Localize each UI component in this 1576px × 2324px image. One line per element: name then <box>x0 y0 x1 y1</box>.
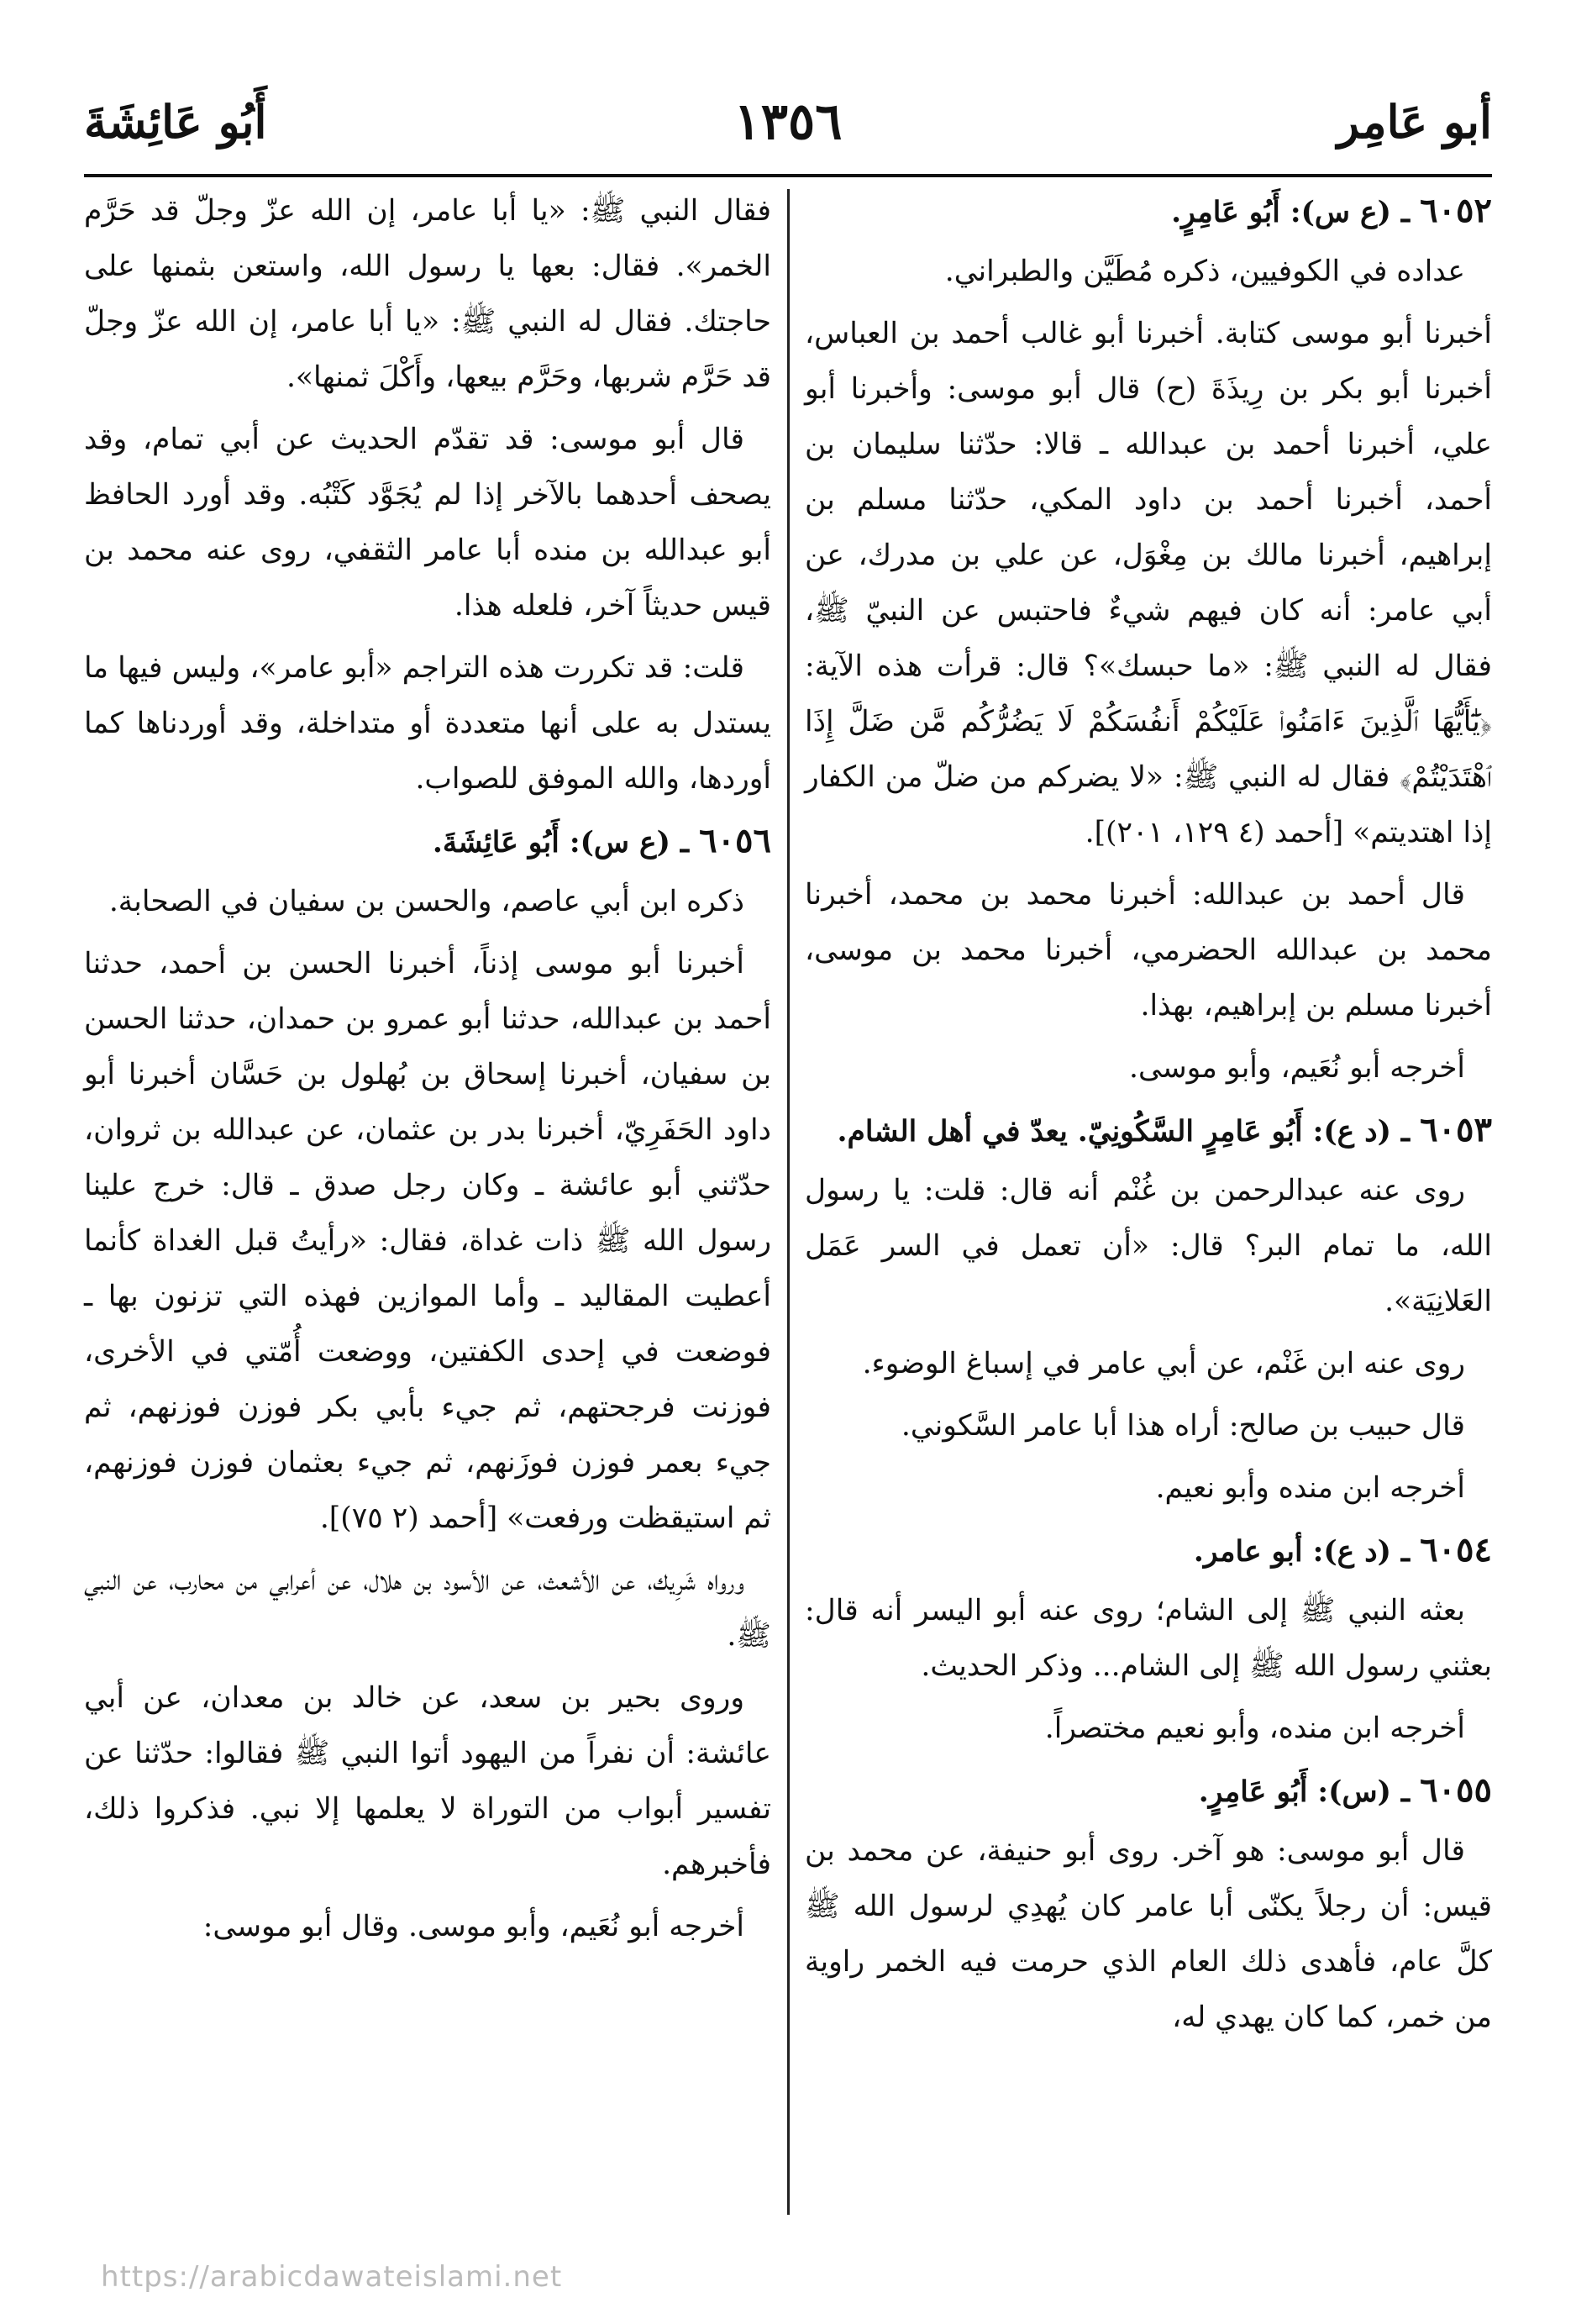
right-paragraph: أخرجه أبو نُعَيم، وأبو موسى. <box>1128 1051 1465 1085</box>
right-entry-heading <box>805 1522 1492 1580</box>
page-number: ١٣٥٦ <box>733 92 843 151</box>
left-paragraph: أخرجه أبو نُعَيم، وأبو موسى. وقال أبو موسى: <box>202 1910 744 1943</box>
right-paragraph: قال أحمد بن عبدالله: أخبرنا محمد بن محمد، أخبرنا محمد بن عبدالله الحضرمي، أخبرنا محمد بن موسى، أخبرنا مسلم بن إبراهيم، بهذا. <box>805 878 1492 1023</box>
column-divider <box>787 189 790 2215</box>
right-paragraph: روى عنه ابن غَنْم، عن أبي عامر في إسباغ الوضوء. <box>862 1347 1465 1380</box>
right-paragraph: قال أبو موسى: هو آخر. روى أبو حنيفة، عن محمد بن قيس: أن رجلاً يكنّى أبا عامر كان يُهدِي لرسول الله ﷺ كلَّ عام، فأهدى ذلك العام الذي حرمت فيه الخمر راوية من خمر، كما كان يهدي له، <box>805 1834 1492 2034</box>
running-head-right: أبو عَامِر <box>1337 95 1492 149</box>
entry-number: ٦٠٥٤ <box>1420 1530 1492 1569</box>
entry-title: ـ (ع س): أَبُو عَائِشَةَ. <box>432 826 700 860</box>
entry-number: ٦٠٥٣ <box>1420 1110 1492 1149</box>
left-paragraph: فقال النبي ﷺ: «يا أبا عامر، إن الله عزّ وجلّ قد حَرَّم الخمر». فقال: بعها يا رسول الله، واستعن بثمنها على حاجتك. فقال له النبي ﷺ: «يا أبا عامر، إن الله عزّ وجلّ قد حَرَّم شربها، وحَرَّم بيعها، وأَكْلَ ثمنها». <box>84 194 771 394</box>
right-entry-heading <box>805 1763 1492 1820</box>
page-header <box>84 80 1492 172</box>
right-paragraph: عداده في الكوفيين، ذكره مُطَيَّن والطبراني. <box>944 255 1465 288</box>
right-paragraph: أخرجه ابن منده، وأبو نعيم مختصراً. <box>1044 1711 1465 1745</box>
right-column <box>805 183 1492 2223</box>
left-paragraph: قلت: قد تكررت هذه التراجم «أبو عامر»، وليس فيها ما يستدل به على أنها متعددة أو متداخلة، وقد أوردناها كما أوردها، والله الموفق للصواب. <box>84 651 771 796</box>
header-rule <box>84 174 1492 177</box>
left-column <box>84 183 771 2223</box>
entry-number: ٦٠٥٢ <box>1420 191 1492 230</box>
right-paragraph: بعثه النبي ﷺ إلى الشام؛ روى عنه أبو اليسر أنه قال: بعثني رسول الله ﷺ إلى الشام... وذكر الحديث. <box>805 1594 1492 1683</box>
right-paragraph: أخبرنا أبو موسى كتابة. أخبرنا أبو غالب أحمد بن العباس، أخبرنا أبو بكر بن رِيذَةَ (ح) قال أبو موسى: وأخبرنا أبو علي، أخبرنا أحمد بن عبدالله ـ قالا: حدّثنا سليمان بن أحمد، أخبرنا أحمد بن داود المكي، حدّثنا مسلم بن إبراهيم، أخبرنا مالك بن مِغْوَل، عن علي بن مدرك، عن أبي عامر: أنه كان فيهم شيءٌ فاحتبس عن النبيّ ﷺ، فقال له النبي ﷺ: «ما حبسك»؟ قال: قرأت هذه الآية: ﴿يَٰٓأَيُّهَا ٱلَّذِينَ ءَامَنُوا۟ عَلَيْكُمْ أَنفُسَكُمْ لَا يَضُرُّكُم مَّن ضَلَّ إِذَا ٱهْتَدَيْتُمْ﴾ فقال له النبي ﷺ: «لا يضركم من ضلّ من الكفار إذا اهتديتم» [أحمد (٤ ١٢٩، ٢٠١)]. <box>805 317 1492 849</box>
left-paragraph: ورواه شَرِيك، عن الأشعث، عن الأسود بن هلال، عن أعرابي من محارب، عن النبي ﷺ. <box>84 1564 771 1653</box>
left-paragraph: ذكره ابن أبي عاصم، والحسن بن سفيان في الصحابة. <box>108 885 744 918</box>
entry-number: ٦٠٥٥ <box>1420 1770 1492 1810</box>
running-head-left: أَبُو عَائِشَةَ <box>84 95 267 149</box>
entry-title: ـ (د ع): أَبُو عَامِرٍ السَّكُونِيّ. يعدّ في أهل الشام. <box>837 1115 1421 1149</box>
right-paragraph: روى عنه عبدالرحمن بن غُنْم أنه قال: قلت: يا رسول الله، ما تمام البر؟ قال: «أن تعمل في السر عَمَل العَلانِيَة». <box>805 1174 1492 1318</box>
right-entry-heading <box>805 1102 1492 1159</box>
right-paragraph: أخرجه ابن منده وأبو نعيم. <box>1155 1471 1465 1505</box>
right-entry-heading <box>805 183 1492 240</box>
entry-title: ـ (د ع): أبو عامر. <box>1193 1535 1421 1569</box>
left-paragraph: قال أبو موسى: قد تقدّم الحديث عن أبي تمام، وقد يصحف أحدهما بالآخر إذا لم يُجَوَّد كَتْبُه. وقد أورد الحافظ أبو عبدالله بن منده أبا عامر الثقفي، روى عنه محمد بن قيس حديثاً آخر، فلعله هذا. <box>84 423 771 623</box>
left-paragraph: وروى بحير بن سعد، عن خالد بن معدان، عن أبي عائشة: أن نفراً من اليهود أتوا النبي ﷺ فقالوا: حدّثنا عن تفسير أبواب من التوراة لا يعلمها إلا نبي. فذكروا ذلك، فأخبرهم. <box>84 1681 771 1881</box>
watermark: https://arabicdawateislami.net <box>101 2260 563 2294</box>
entry-title: ـ (ع س): أَبُو عَامِرٍ. <box>1171 196 1421 229</box>
left-entry-heading <box>84 813 771 870</box>
entry-title: ـ (س): أَبُو عَامِرٍ. <box>1198 1775 1421 1809</box>
left-paragraph: أخبرنا أبو موسى إذناً، أخبرنا الحسن بن أحمد، حدثنا أحمد بن عبدالله، حدثنا أبو عمرو بن حمدان، حدثنا الحسن بن سفيان، أخبرنا إسحاق بن بُهلول بن حَسَّان أخبرنا أبو داود الحَفَرِيّ، أخبرنا بدر بن عثمان، عن عبدالله بن ثروان، حدّثني أبو عائشة ـ وكان رجل صدق ـ قال: خرج علينا رسول الله ﷺ ذات غداة، فقال: «رأيتُ قبل الغداة كأنما أعطيت المقاليد ـ وأما الموازين فهذه التي تزنون بها ـ فوضعت في إحدى الكفتين، ووضعت أُمّتي في الأخرى، فوزنت فرجحتهم، ثم جيء بأبي بكر فوزن فوزنهم، ثم جيء بعمر فوزن فوزَنهم، ثم جيء بعثمان فوزن فوزنهم، ثم استيقظت ورفعت» [أحمد (٢ ٧٥)]. <box>84 947 771 1535</box>
right-paragraph: قال حبيب بن صالح: أراه هذا أبا عامر السَّكوني. <box>901 1409 1465 1443</box>
entry-number: ٦٠٥٦ <box>699 821 771 860</box>
